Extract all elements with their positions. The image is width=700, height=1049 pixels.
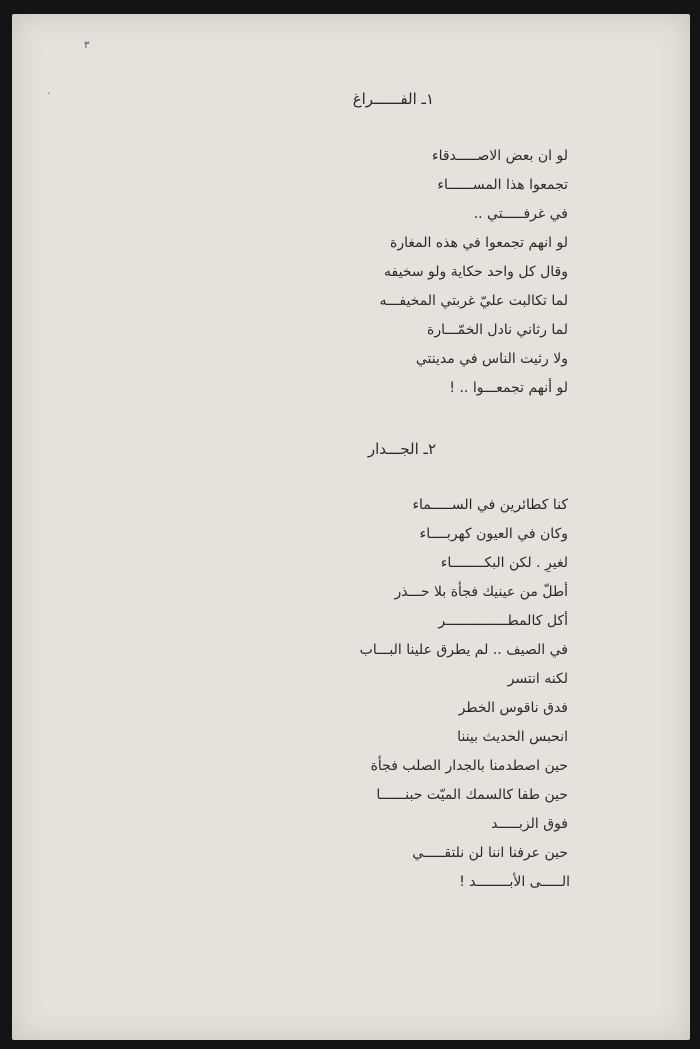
poem-line: وكان في العيون كهربــــاء	[419, 526, 568, 542]
poem-line: كنا كطائرين في الســـــماء	[412, 497, 568, 513]
poem-line: لغيرِ . لكن البكــــــــاء	[440, 555, 568, 571]
poem-line: حين طفا كالسمك الميّت حبنــــــا	[376, 787, 568, 803]
poem-line: فدق ناقوس الخطر	[458, 700, 568, 716]
poem-2-title: ٢ـ الجـــدار	[367, 440, 436, 458]
poem-line: انحبس الحديث بيننا	[457, 729, 568, 745]
paper-sheet	[12, 14, 690, 1040]
poem-line: الـــــى الأبــــــــد !	[459, 874, 570, 890]
poem-1	[380, 142, 568, 403]
poem-line: لكنه انتسر	[507, 671, 568, 687]
poem-line: لو انهم تجمعوا في هذه المغارة	[389, 235, 568, 251]
poem-1-title: ١ـ الفــــــراغ	[352, 90, 434, 108]
poem-line: حين اصطدمنا بالجدار الصلب فجأة	[370, 758, 568, 774]
corner-mark: ٠	[46, 88, 52, 99]
poem-line: فوق الزبـــــد	[491, 816, 568, 832]
poem-line: وقال كل واحد حكاية ولو سخيفه	[384, 264, 568, 280]
poem-line: حين عرفنا اننا لن نلتقـــــي	[412, 845, 568, 861]
poem-line: في غرفـــــتي ..	[473, 206, 568, 222]
poem-line: أطلّ من عينيك فجأة بلا حـــذر	[394, 584, 568, 600]
poem-line: لو ان بعض الاصـــــدقاء	[432, 148, 568, 164]
poem-line: لو أنهم تجمعـــوا .. !	[449, 380, 568, 396]
corner-mark: ٣	[84, 40, 90, 51]
poem-line: تجمعوا هذا المســــــاء	[437, 177, 568, 193]
poem-2	[360, 491, 568, 897]
poem-line: أكل كالمطـــــــــــــــر	[438, 613, 568, 629]
poem-line: في الصيف .. لم يطرق علينا البـــاب	[359, 642, 568, 658]
poem-line: لما رثاني نادل الخمّـــارة	[427, 322, 568, 338]
poem-line: ولا رثيت الناس في مدينتي	[415, 351, 568, 367]
poem-line: لما تكالبت عليّ غربتي المخيفـــه	[379, 293, 568, 309]
